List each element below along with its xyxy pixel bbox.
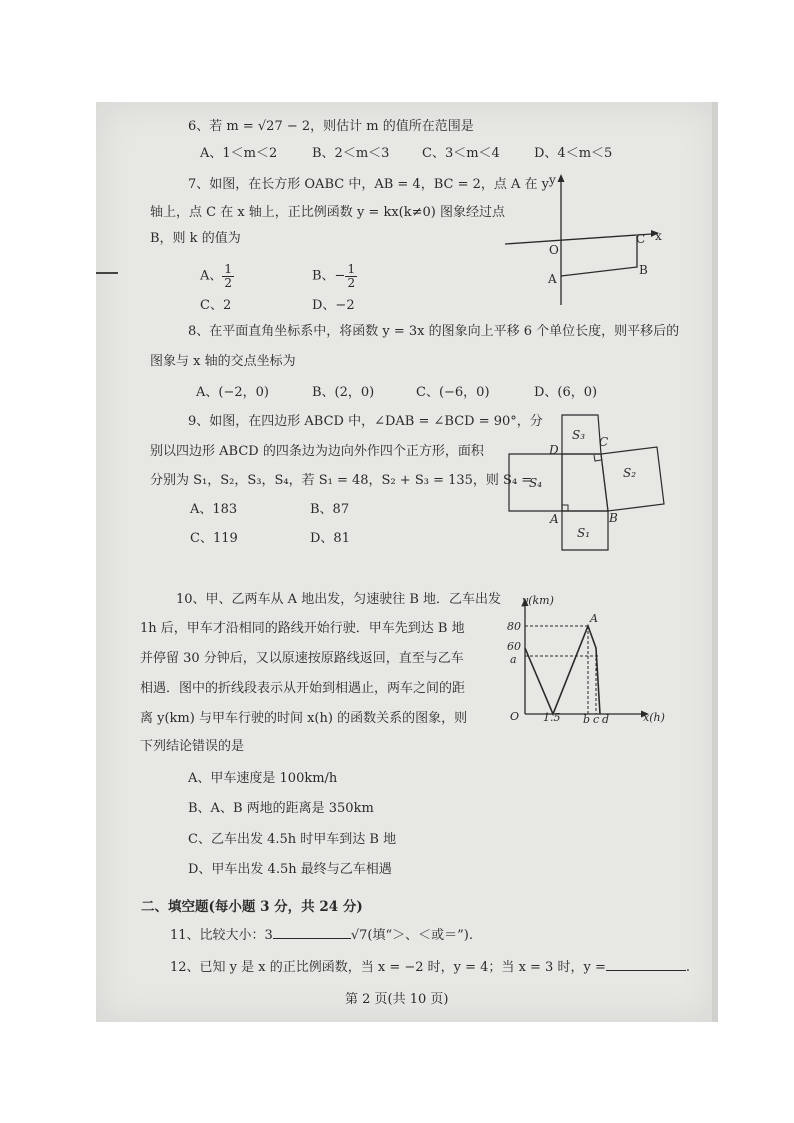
q10-line2: 1h 后，甲车才沿相同的路线开始行驶．甲车先到达 B 地: [140, 621, 465, 636]
section-title: 二、填空题(每小题 3 分，共 24 分): [141, 899, 363, 915]
q7-option-c: C、2: [200, 298, 232, 313]
x-axis-label: x(h): [643, 711, 665, 724]
q10-line6: 下列结论错误的是: [140, 739, 245, 754]
rectangle-oabc: [561, 236, 637, 276]
q7-rectangle-figure: [500, 170, 675, 310]
q9-option-c: C、119: [190, 531, 238, 546]
q11: [170, 926, 473, 942]
q11-prefix: 11、比较大小：3: [170, 928, 273, 943]
q8-option-b: B、(2，0): [312, 385, 375, 400]
q7-option-a-prefix: A、: [200, 268, 223, 284]
q10-option-a: A、甲车速度是 100km/h: [188, 771, 338, 786]
tick-1-5: 1.5: [543, 711, 561, 724]
q6-option-b: B、2＜m＜3: [312, 146, 390, 161]
right-angle-c: [594, 455, 601, 461]
q10-line1: 10、甲、乙两车从 A 地出发，匀速驶往 B 地．乙车出发: [176, 592, 502, 607]
q9-option-a: A、183: [190, 502, 238, 517]
tick-c: c: [593, 713, 600, 726]
fraction-numerator: 1: [347, 262, 356, 276]
q7-line1: 7、如图，在长方形 OABC 中，AB = 4，BC = 2，点 A 在 y: [188, 177, 549, 192]
q6-stem: 6、若 m = √27 − 2，则估计 m 的值所在范围是: [188, 119, 474, 134]
q6-option-a: A、1＜m＜2: [200, 146, 278, 161]
label-s3: S₃: [572, 428, 586, 442]
page-number: 第 2 页(共 10 页): [345, 992, 449, 1007]
q10-line5: 离 y(km) 与甲车行驶的时间 x(h) 的函数关系的图象，则: [140, 711, 468, 726]
fraction-denominator: 2: [224, 275, 233, 290]
fraction: [345, 263, 357, 289]
q10-distance-graph: [500, 590, 675, 735]
q7-option-b-prefix: B、−: [312, 268, 346, 284]
binding-mark: [96, 272, 118, 274]
q7-option-a: [200, 263, 234, 289]
q9-line1: 9、如图，在四边形 ABCD 中，∠DAB = ∠BCD = 90°，分: [188, 414, 543, 429]
fraction: [222, 263, 234, 289]
q7-line3: B，则 k 的值为: [150, 231, 241, 246]
fraction-denominator: 2: [347, 275, 356, 290]
quadrilateral-abcd: [562, 454, 608, 511]
label-s1: S₁: [577, 526, 591, 540]
q6-option-c: C、3＜m＜4: [422, 146, 500, 161]
q11-sqrt7: √7: [350, 928, 368, 943]
q8-line2: 图象与 x 轴的交点坐标为: [150, 354, 296, 369]
label-c: C: [636, 232, 646, 246]
right-angle-a: [562, 505, 568, 511]
page-edge: [712, 102, 718, 1022]
q8-option-d: D、(6，0): [534, 385, 598, 400]
q8-option-a: A、(−2，0): [196, 385, 269, 400]
q9-line3: 分别为 S₁，S₂，S₃，S₄，若 S₁ = 48，S₂ + S₃ = 135，则 S₄ =: [150, 473, 533, 488]
q7-option-b: [312, 263, 357, 289]
answer-blank[interactable]: [606, 958, 686, 971]
q10-option-d: D、甲车出发 4.5h 最终与乙车相遇: [188, 862, 392, 877]
fraction-numerator: 1: [224, 262, 233, 276]
q9-option-b: B、87: [310, 502, 350, 517]
q12-end: .: [685, 960, 690, 975]
distance-polyline: [525, 626, 600, 714]
label-o: O: [549, 243, 559, 257]
label-s4: S₄: [529, 476, 543, 490]
label-b: B: [639, 263, 648, 277]
y-axis-label: y(km): [522, 594, 554, 607]
q11-suffix: (填“＞、＜或＝”).: [367, 928, 473, 943]
q10-line4: 相遇．图中的折线段表示从开始到相遇止，两车之间的距: [140, 681, 466, 696]
label-c: C: [599, 435, 609, 449]
q9-line2: 别以四边形 ABCD 的四条边为边向外作四个正方形，面积: [150, 444, 484, 459]
tick-b: b: [583, 713, 591, 726]
label-a: A: [550, 512, 559, 526]
q12: [170, 958, 690, 974]
tick-60: 60: [507, 640, 521, 653]
q8-line1: 8、在平面直角坐标系中，将函数 y = 3x 的图象向上平移 6 个单位长度，则平移后的: [188, 324, 680, 339]
y-axis-label: y: [549, 173, 556, 187]
tick-d: d: [602, 713, 610, 726]
x-axis-label: x: [655, 229, 662, 243]
y-axis-arrow: [558, 174, 565, 182]
label-b: B: [609, 511, 618, 525]
tick-80: 80: [507, 620, 521, 633]
point-a-label: A: [590, 612, 598, 625]
q10-option-c: C、乙车出发 4.5h 时甲车到达 B 地: [188, 832, 397, 847]
q9-squares-figure: [505, 410, 675, 555]
label-a: A: [548, 272, 557, 286]
origin-label: O: [510, 710, 520, 723]
q8-option-c: C、(−6，0): [416, 385, 490, 400]
q10-option-b: B、A、B 两地的距离是 350km: [188, 801, 374, 816]
q12-text: 12、已知 y 是 x 的正比例函数，当 x = −2 时，y = 4；当 x = 3 时，y =: [170, 960, 606, 975]
answer-blank[interactable]: [273, 926, 351, 939]
q10-line3: 并停留 30 分钟后，又以原速按原路线返回，直至与乙车: [140, 651, 464, 666]
x-axis: [505, 234, 652, 244]
q6-option-d: D、4＜m＜5: [534, 146, 613, 161]
label-s2: S₂: [623, 466, 637, 480]
tick-a: a: [510, 653, 517, 666]
q9-option-d: D、81: [310, 531, 350, 546]
q7-line2: 轴上，点 C 在 x 轴上，正比例函数 y = kx(k≠0) 图象经过点: [150, 205, 505, 220]
q7-option-d: D、−2: [312, 298, 355, 313]
label-d: D: [549, 443, 559, 457]
